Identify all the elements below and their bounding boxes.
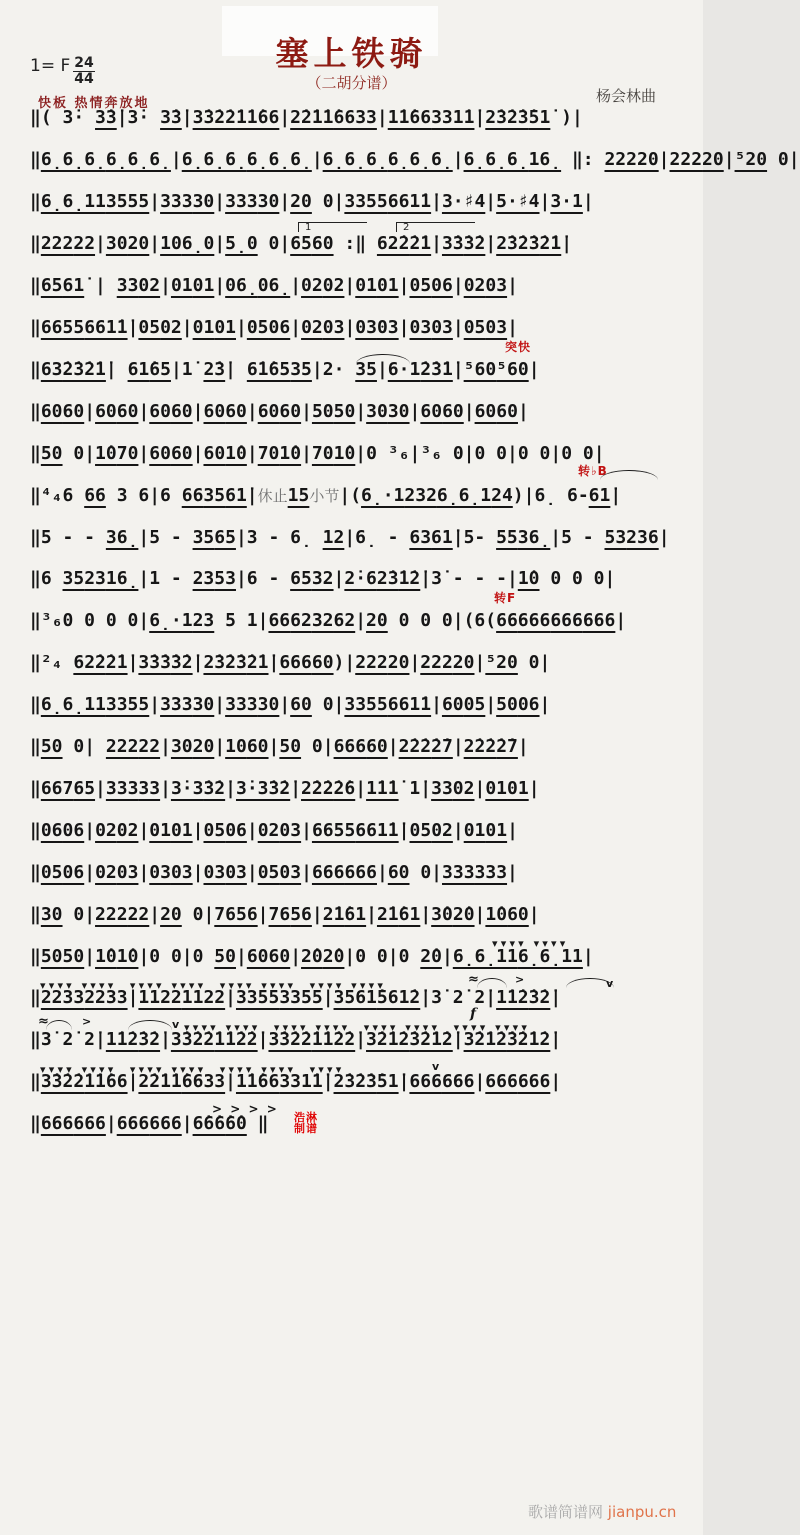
key-label: 1= F	[30, 56, 71, 76]
annotation-bow-14: v	[606, 977, 614, 990]
score-line-17: ‖ 667 65 | 333 33 | 3̇·3̇ 3̇2̇ | 3̇·3̇ 3̇2̇ | 2̇2̇2̇ 2̇6 | 1̇1̇1̇ 1̇| 33 02 | 01 01 |	[30, 777, 540, 799]
annotation-bow-20: v	[172, 1018, 180, 1031]
subtitle: （二胡分谱）	[306, 74, 397, 92]
annotation-dyn-15: f	[470, 1006, 477, 1022]
annotation-red-4: 突快	[505, 340, 532, 354]
annotation-trill-10: ≈	[468, 972, 479, 987]
score-line-4: ‖ 222 22 | 30 20 | 10 6̣0 | 5̣0 0| 65 60 :‖ 62̇2̇ 2̇1̇ | 3̇3̇ 3̇2̇ | 2̇3̇2̇3̇ 2̇1̇ |	[30, 233, 573, 255]
annotation-bow-23: v	[432, 1060, 440, 1073]
annotation-ending-2: 2	[396, 222, 475, 232]
page-title: 塞上铁骑	[275, 34, 428, 73]
score-line-25: ‖ 666 666 | 666 666 | 6̇6̇6̇ 6̇0 ‖	[30, 1113, 269, 1135]
score-line-8: ‖ 60 60 | 60 60 | 60 60 | 60 60 | 60 60 | 50 50 | 30 30 | 60 60 | 60 60 |	[30, 400, 529, 422]
score-line-6: ‖ 6655 661̇1̇ | 05 02 | 01 01 | 05 06 | 02 03 | 03 03 | 03 03 | 05 03 |	[30, 316, 518, 338]
composer-credit: 杨会林曲	[596, 87, 657, 105]
annotation-accents-22: ▾▾▾▾ ▾▾▾▾ ▾▾▾▾ ▾▾▾▾ ▾▾▾▾ ▾▾▾▾ ▾▾▾▾	[40, 1063, 345, 1076]
score-line-12: ‖6 35 23 16̣ |1 - 23 53 |6 - 65 32 | 2̇·6 2̇3̇ 1̇2̇ |3̇ - - -| 1̇0 0 0 0|	[30, 568, 616, 590]
annotation-accents-9: ▾▾▾▾ ▾▾▾▾ ▾▾▾▾ ▾▾▾▾ ▾▾▾▾ ▾▾▾▾ ▾▾▾▾ ▾▾▾▾	[40, 979, 387, 992]
score-line-11: ‖5 - - 36̣ |5 - 35 65 |3 - 6̣ 12 |6̣ - 63 61̇ |5- 55 36̣ |5 - 53 236 |	[30, 526, 670, 548]
time-signature-bottom: 44	[74, 70, 94, 87]
transcriber-credit	[294, 1112, 318, 1134]
watermark-site-url[interactable]: jianpu.cn	[607, 1503, 677, 1521]
score-line-1: ‖( 3̇· 3̇3̇ |3̇· 3̇3̇ | 3̇3̇2̇2̇ 1̇1̇66 | 2̇2̇1̇1̇ 6633 | 1̇1̇66 331̇1̇ | 2̇3̇2̇3̇ 51̇ )|	[30, 107, 583, 129]
annotation-ending-1: 1	[298, 222, 367, 232]
score-line-15: ‖ 6̣6̣11 3355 | 333 30 | 333 30 | 60 0| 3355 661̇1̇ | 60 05 | 50 06 |	[30, 694, 551, 716]
annotation-bow-12: >	[515, 973, 525, 986]
watermark	[528, 1501, 676, 1522]
score-line-10: ‖⁴₄6 66 3 6|6 66 35 61̇ | 休止 15 小节 |( 6̣·1 232 6̣6̣1 24 )|6̣ 6- 61̇ |	[30, 484, 622, 506]
tempo-marking: 快板 热情奔放地	[38, 96, 150, 111]
annotation-accents-21: ▾▾▾▾ ▾▾▾▾ ▾▾▾▾ ▾▾▾▾ ▾▾▾▾ ▾▾▾▾ ▾▾▾▾ ▾▾▾▾	[184, 1021, 531, 1034]
transcriber-credit-line1: 浩淋	[294, 1111, 318, 1124]
transcriber-credit-line2: 制谱	[294, 1122, 318, 1135]
score-line-20: ‖ 30 0| 222 22 | 20 0| 76 56 | 76 56 | 2̇1̇ 61̇ | 2̇1̇ 61̇ | 3̇0 2̇0 | 1̇0 60 |	[30, 903, 540, 925]
score-line-2: ‖ 6̣6̣6̣ 6̣6̣6̣ | 6̣6̣6̣ 6̣6̣6̣ | 6̣6̣6̣ 6̣6̣6̣ | 6̣6̣6̣ 16̣ ‖: 222 20 | 222 20 | ⁵20 0|	[30, 149, 800, 171]
time-signature-top: 24	[74, 55, 94, 71]
score-line-19: ‖ 05 06 | 02 03 | 03 03 | 03 03 | 05 03 | 666 666 | 60 0| 333 333 |	[30, 861, 518, 883]
annotation-accents2-24: > > > >	[212, 1102, 279, 1116]
score-line-13: ‖³₆0 0 0 0| 6̣·1 23 5 1| 66 62 32 62 | 20 0 0 0|(6( 66 666 666 666 |	[30, 610, 627, 632]
score-line-23: ‖3̇ 2̇ 2̇| 1̇1̇2̇ 3̇2̇ | 3̇3̇2̇2̇ 1̇1̇2̇2̇ | 3̇3̇2̇2̇ 1̇1̇2̇2̇ | 3̇2̇1̇2̇ 3̇2̇1̇2̇ | 3̇2̇1̇2̇ 3̇2̇1̇2̇ |	[30, 1029, 562, 1051]
score-line-18: ‖ 06 06 | 02 02 | 01 01 | 05 06 | 02 03 | 6655 661̇1̇ | 05 02 | 01 01 |	[30, 819, 518, 841]
score-line-16: ‖ 50 0| 222 22 | 30 20 | 10 60 | 50 0| 666 60 | 2̇2̇2̇ 2̇7 | 2̇2̇2̇ 2̇7 |	[30, 736, 529, 758]
annotation-accents-8: ▾▾▾▾ ▾▾▾▾	[492, 937, 569, 950]
score-line-9: ‖ 50 0| 1̇0 70 | 60 60 | 60 1̇0 | 70 1̇0 | 70 1̇0 |0 ³₆|³₆ 0|0 0|0 0|0 0|	[30, 442, 605, 464]
score-line-7: ‖ 63̇ 2̇3̇2̇1̇ | 61̇ 65 |1̇ 2̇3̇ | 6̇1̇65 35 |2· 35 | 6·1̇ 2̇3̇1̇ | ⁵60 ⁵60 |	[30, 358, 540, 380]
annotation-red-5: 转♭B	[578, 464, 608, 478]
score-line-21: ‖ 50 50 | 1̇0 1̇0 |0 0|0 50 | 60 60 | 2̇0 2̇0 |0 0|0 2̇0 | 6̣6̣11 6̣6̣11 |	[30, 945, 594, 967]
score-line-22: ‖ 2233 2233 | 1122 1122 | 3355 3355 | 3561̇ 561̇2̇ |3̇ 2̇ 2̇| 1̇1̇2̇ 3̇2̇ |	[30, 987, 562, 1009]
annotation-bow-18: >	[82, 1015, 92, 1028]
watermark-site-name: 歌谱简谱网	[528, 1503, 604, 1521]
annotation-trill-16: ≈	[38, 1014, 49, 1029]
annotation-red-7: 转F	[494, 591, 517, 605]
score-line-3: ‖ 6̣6̣11 3555 | 333 30 | 333 30 | 20 0| 3355 661̇1̇ | 3·♯4 | 5·♯4 | 3·1 |	[30, 191, 594, 213]
score-line-24: ‖ 3̇3̇2̇2̇ 1̇1̇66 | 2̇2̇1̇1̇ 6633 | 1̇1̇66 331̇1̇ | 2̇3̇2̇3̇ 51̇ | 666 666 | 666 666 |	[30, 1071, 562, 1093]
score-line-14: ‖²₄ 62̇2̇ 2̇1̇ | 3̇3̇3̇ 3̇2̇ | 2̇3̇2̇3̇ 2̇1̇ | 666 60 )| 222 20 | 222 20 | ⁵20 0|	[30, 652, 551, 674]
score-line-5: ‖ 65 61̇ | 33 02 | 01 01 | 06̣ 06̣ | 02 02 | 01 01 | 05 06 | 02 03 |	[30, 275, 518, 297]
